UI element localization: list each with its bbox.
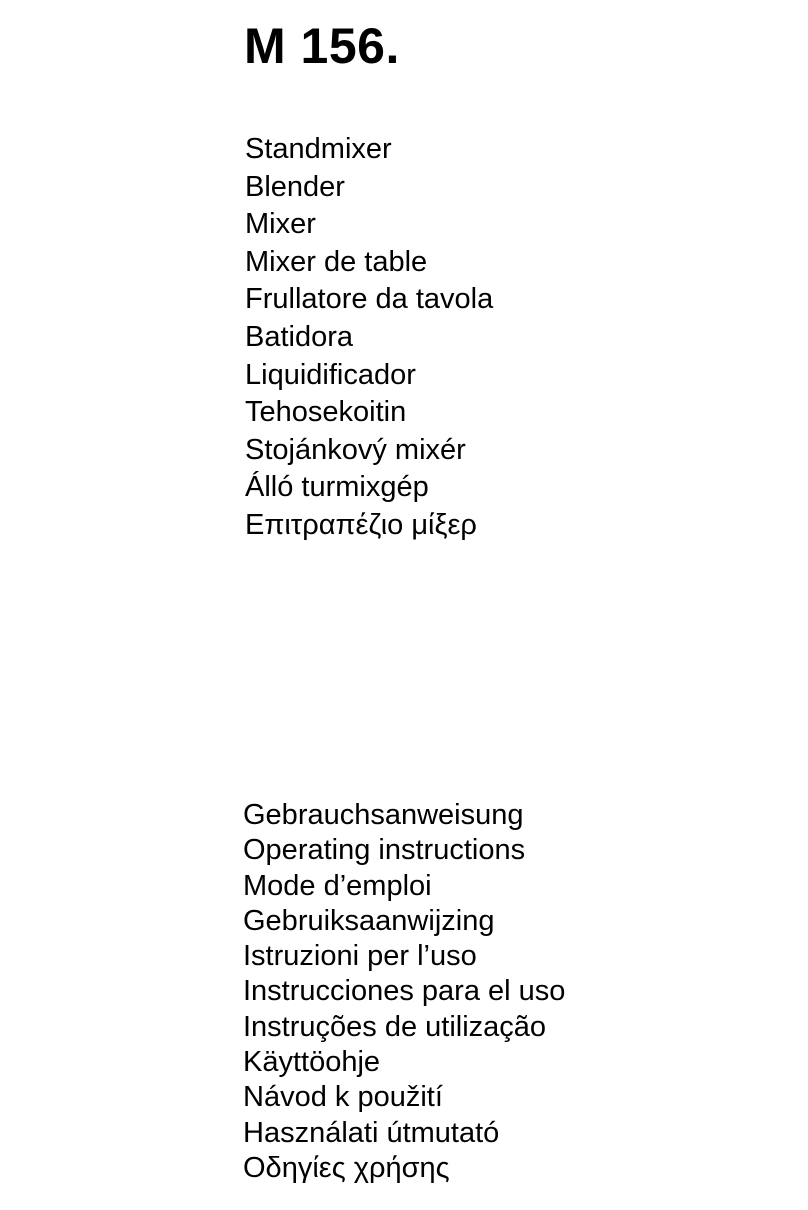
product-name: Mixer: [245, 208, 316, 241]
product-name: Blender: [245, 170, 345, 203]
manual-title: Käyttöohje: [243, 1046, 381, 1079]
manual-title-list: [243, 798, 565, 1186]
model-number: M 156.: [244, 18, 400, 74]
manual-title: Operating instructions: [243, 834, 526, 867]
product-name: Álló turmixgép: [245, 471, 429, 504]
manual-title: Instruções de utilização: [243, 1010, 547, 1043]
product-name: Mixer de table: [245, 245, 428, 278]
manual-title: Návod k použití: [243, 1081, 443, 1114]
product-name-list: [245, 131, 493, 545]
manual-title: Gebruiksaanwijzing: [243, 904, 495, 937]
product-name: Standmixer: [245, 133, 392, 165]
product-name: Επιτραπέζιο μίξερ: [245, 508, 477, 541]
product-name: Tehosekoitin: [245, 396, 407, 429]
manual-title: Használati útmutató: [243, 1116, 500, 1149]
product-name: Liquidificador: [245, 358, 416, 391]
product-name: Batidora: [245, 320, 354, 353]
manual-title: Mode d’emploi: [243, 869, 432, 902]
manual-title: Gebrauchsanweisung: [243, 799, 524, 831]
manual-title: Istruzioni per l’uso: [243, 940, 477, 973]
product-name: Frullatore da tavola: [245, 283, 494, 316]
manual-title: Οδηγίες χρήσης: [243, 1151, 450, 1184]
manual-title: Instrucciones para el uso: [243, 975, 566, 1008]
product-name: Stojánkový mixér: [245, 433, 466, 466]
